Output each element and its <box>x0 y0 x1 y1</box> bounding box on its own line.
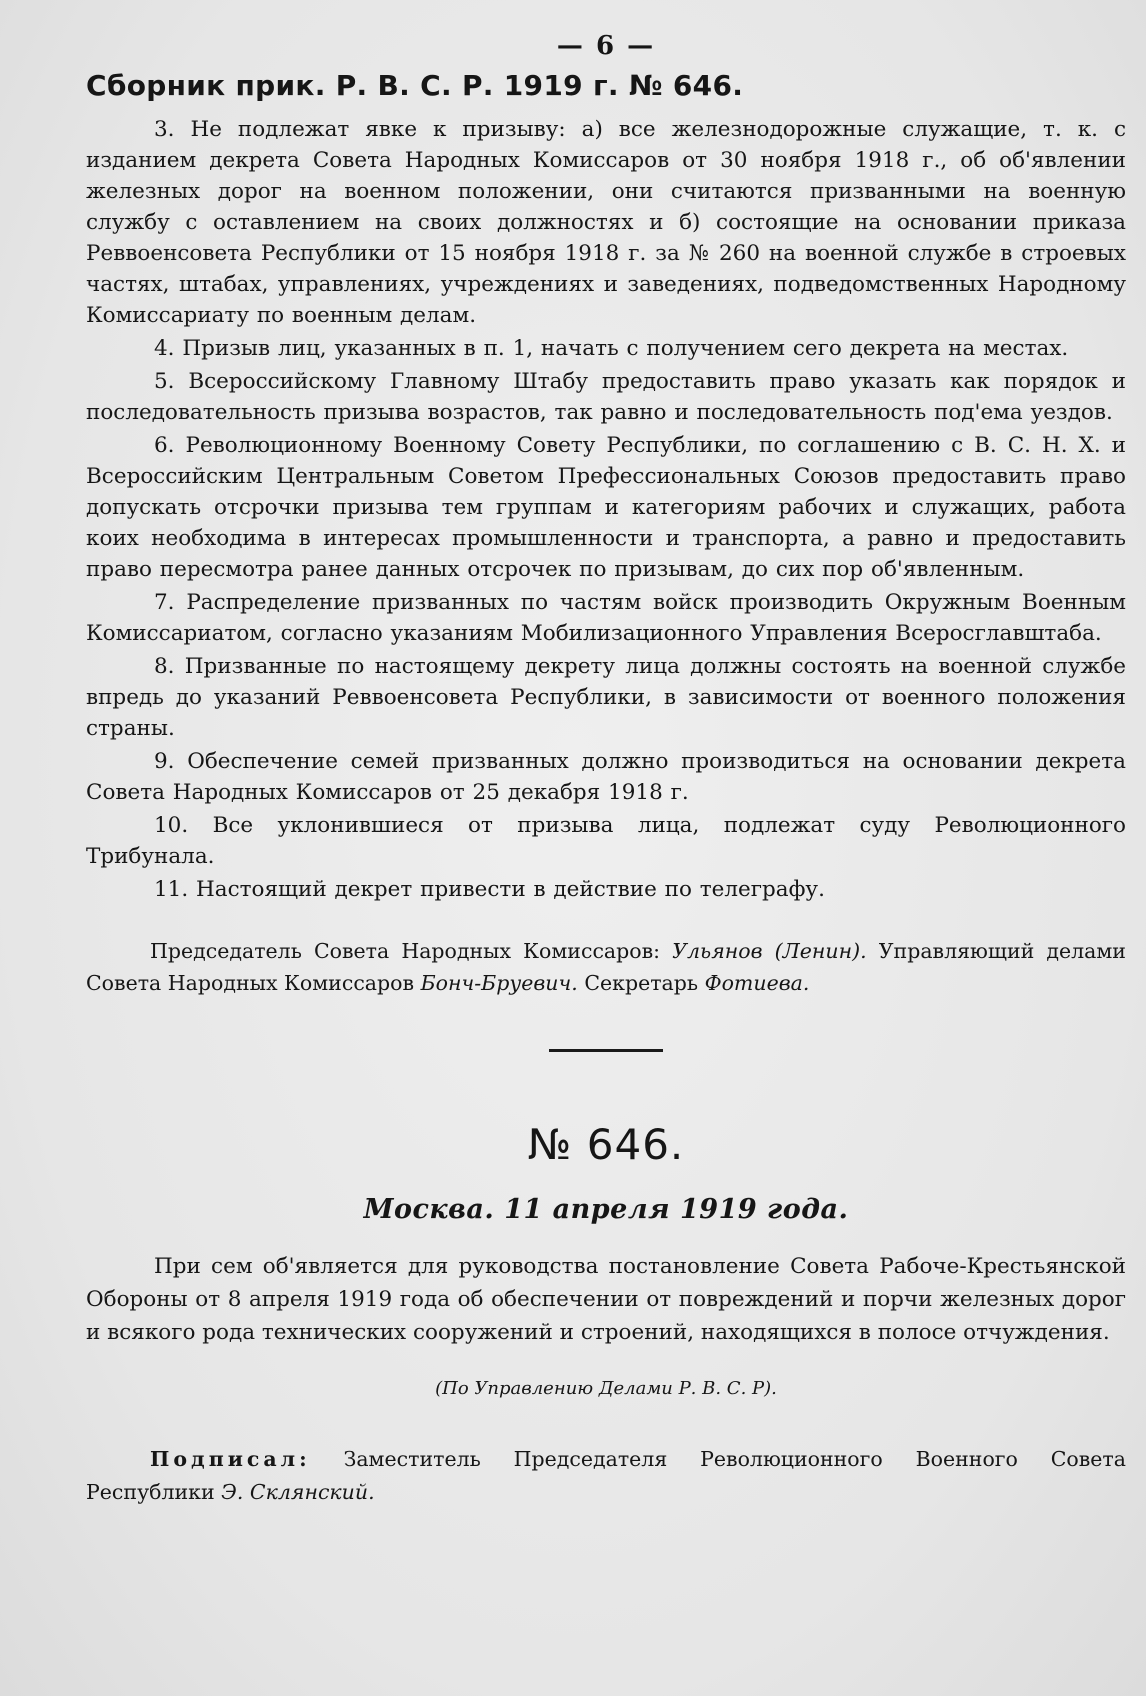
paragraph-10: 10. Все уклонившиеся от призыва лица, подлежат суду Революционного Трибунала. <box>86 813 1126 869</box>
chair-name: Ульянов (Ленин). <box>672 939 867 963</box>
paragraph-9: 9. Обеспечение семей призванных должно производиться на основании декрета Совета Народных Комиссаров от 25 декабря 1918 г. <box>86 749 1126 805</box>
page-content <box>86 28 1126 1509</box>
running-head: Сборник прик. Р. В. С. Р. 1919 г. № 646. <box>86 69 744 102</box>
manager-label: Управляющий делами Совета Народных Комиссаров <box>86 939 1126 995</box>
page-number: — 6 — <box>556 31 656 61</box>
paragraph-7: 7. Распределение призванных по частям войск производить Окружным Военным Комиссариатом, согласно указаниям Мобилизационного Управления Всеросглавштаба. <box>86 590 1126 646</box>
paragraph-8: 8. Призванные по настоящему декрету лица должны состоять на военной службе впредь до указаний Реввоенсовета Республики, в зависимости от военного положения страны. <box>86 654 1126 741</box>
signed-block <box>86 1443 1126 1509</box>
order-number: № 646. <box>527 1120 685 1169</box>
signed-label: Подписал: <box>150 1447 311 1471</box>
manager-name: Бонч-Бруевич. <box>420 971 578 995</box>
chair-label: Председатель Совета Народных Комиссаров: <box>150 939 661 963</box>
order-announcement: При сем об'является для руководства постановление Совета Рабоче-Крестьянской Обороны от 8 апреля 1919 года об обеспечении от повреждений и порчи железных дорог и всякого рода технических сооружений и строений, находящихся в полосе отчуждения. <box>86 1254 1126 1345</box>
secretary-label: Секретарь <box>584 971 699 995</box>
section-divider <box>549 1049 663 1052</box>
order-date: Москва. 11 апреля 1919 года. <box>363 1194 849 1225</box>
paragraph-3: 3. Не подлежат явке к призыву: а) все железнодорожные служащие, т. к. с изданием декрета Совета Народных Комиссаров от 30 ноября 1918 г., об об'явлении железных дорог на военном положении, они считаются призванными на военную службу с оставлением на своих должностях и б) состоящие на основании приказа Реввоенсовета Республики от 15 ноября 1918 г. за № 260 на военной службе в строевых частях, штабах, управлениях, учреждениях и заведениях, подведомственных Народному Комиссариату по военным делам. <box>86 117 1126 328</box>
order-source: (По Управлению Делами Р. В. С. Р). <box>435 1378 777 1399</box>
secretary-name: Фотиева. <box>704 971 810 995</box>
signed-name: Э. Склянский. <box>221 1480 375 1504</box>
paragraph-4: 4. Призыв лиц, указанных в п. 1, начать с получением сего декрета на местах. <box>154 336 1069 361</box>
paragraph-6: 6. Революционному Военному Совету Республики, по соглашению с В. С. Н. Х. и Всероссийским Центральным Советом Префессиональных Союзов предоставить право допускать отсрочки призыва тем группам и категориям рабочих и служащих, работа коих необходима в интересах промышленности и транспорта, а равно и предоставить право пересмотра ранее данных отсрочек по призывам, до сих пор об'явленным. <box>86 433 1126 582</box>
signed-text: Заместитель Председателя Революционного Военного Совета Республики <box>86 1447 1126 1504</box>
paragraph-5: 5. Всероссийскому Главному Штабу предоставить право указать как порядок и последовательность призыва возрастов, так равно и последовательность под'ема уездов. <box>86 369 1126 425</box>
signers-block <box>86 935 1126 999</box>
paragraph-11: 11. Настоящий декрет привести в действие по телеграфу. <box>154 877 825 902</box>
